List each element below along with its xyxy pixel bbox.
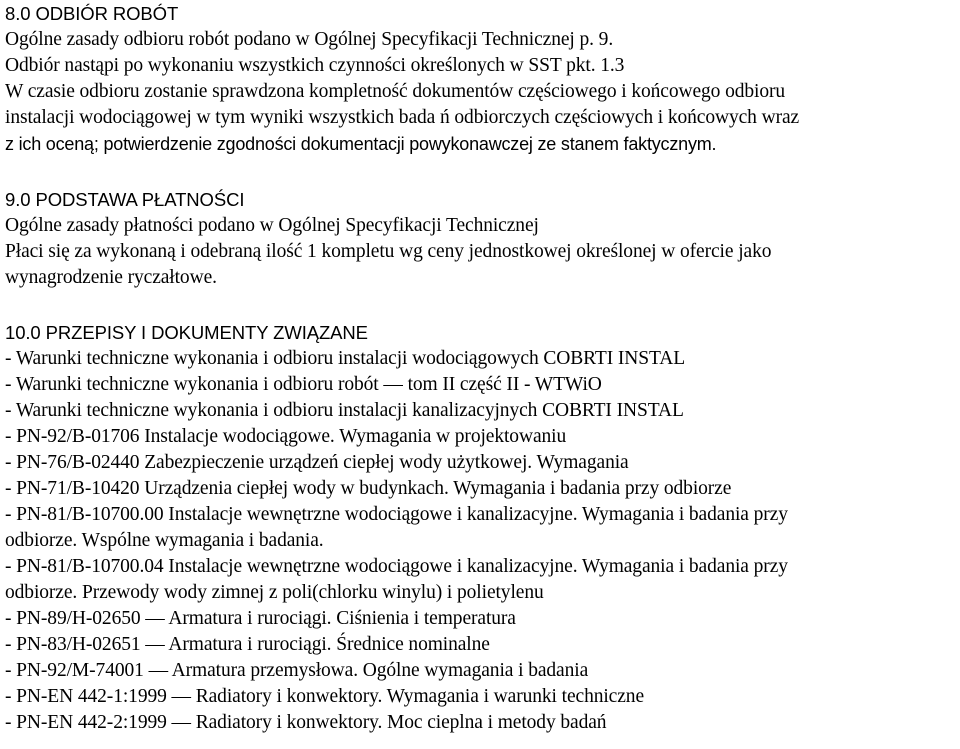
section-9-line-2: Płaci się za wykonaną i odebraną ilość 1 kompletu wg ceny jednostkowej określonej w ofercie jako bbox=[5, 241, 772, 262]
section-10-heading: 10.0 PRZEPISY I DOKUMENTY ZWIĄZANE bbox=[5, 322, 368, 343]
section-8-heading: 8.0 ODBIÓR ROBÓT bbox=[5, 3, 179, 24]
section-10-item: - PN-EN 442-1:1999 — Radiatory i konwektory. Wymagania i warunki techniczne bbox=[5, 686, 644, 707]
section-8-line-2: Odbiór nastąpi po wykonaniu wszystkich czynności określonych w SST pkt. 1.3 bbox=[5, 55, 625, 76]
section-8-line-4: instalacji wodociągowej w tym wyniki wszystkich bada ń odbiorczych częściowych i końcowych wraz bbox=[5, 107, 800, 128]
section-10-item: - PN-EN 442-2:1999 — Radiatory i konwektory. Moc cieplna i metody badań bbox=[5, 712, 607, 733]
section-10-item: - PN-89/H-02650 — Armatura i rurociągi. Ciśnienia i temperatura bbox=[5, 608, 516, 629]
section-8-line-1: Ogólne zasady odbioru robót podano w Ogólnej Specyfikacji Technicznej p. 9. bbox=[5, 29, 614, 50]
section-9-line-3: wynagrodzenie ryczałtowe. bbox=[5, 267, 217, 288]
section-8-line-5: z ich oceną; potwierdzenie zgodności dokumentacji powykonawczej ze stanem faktycznym. bbox=[5, 134, 717, 154]
section-10-item: - Warunki techniczne wykonania i odbioru instalacji wodociągowych COBRTI INSTAL bbox=[5, 348, 686, 369]
section-10-item: - PN-76/B-02440 Zabezpieczenie urządzeń ciepłej wody użytkowej. Wymagania bbox=[5, 452, 629, 473]
section-10-item: - PN-92/B-01706 Instalacje wodociągowe. Wymagania w projektowaniu bbox=[5, 426, 567, 447]
section-10-item: - PN-81/B-10700.04 Instalacje wewnętrzne wodociągowe i kanalizacyjne. Wymagania i badania przy bbox=[5, 556, 788, 577]
section-10-item: - Warunki techniczne wykonania i odbioru instalacji kanalizacyjnych COBRTI INSTAL bbox=[5, 400, 684, 421]
section-10-item-continuation: odbiorze. Przewody wody zimnej z poli(chlorku winylu) i polietylenu bbox=[5, 582, 544, 603]
section-10-item: - Warunki techniczne wykonania i odbioru robót — tom II część II - WTWiO bbox=[5, 374, 602, 395]
section-10-item: - PN-81/B-10700.00 Instalacje wewnętrzne wodociągowe i kanalizacyjne. Wymagania i badania przy bbox=[5, 504, 788, 525]
section-10-item: - PN-71/B-10420 Urządzenia ciepłej wody w budynkach. Wymagania i badania przy odbiorze bbox=[5, 478, 732, 499]
section-9-heading: 9.0 PODSTAWA PŁATNOŚCI bbox=[5, 189, 245, 210]
section-10-item: - PN-92/M-74001 — Armatura przemysłowa. Ogólne wymagania i badania bbox=[5, 660, 589, 681]
section-9-line-1: Ogólne zasady płatności podano w Ogólnej Specyfikacji Technicznej bbox=[5, 215, 539, 236]
section-10-item: - PN-83/H-02651 — Armatura i rurociągi. Średnice nominalne bbox=[5, 634, 490, 655]
section-10-item-continuation: odbiorze. Wspólne wymagania i badania. bbox=[5, 530, 324, 551]
section-8-line-3: W czasie odbioru zostanie sprawdzona kompletność dokumentów częściowego i końcowego odbioru bbox=[5, 81, 786, 102]
